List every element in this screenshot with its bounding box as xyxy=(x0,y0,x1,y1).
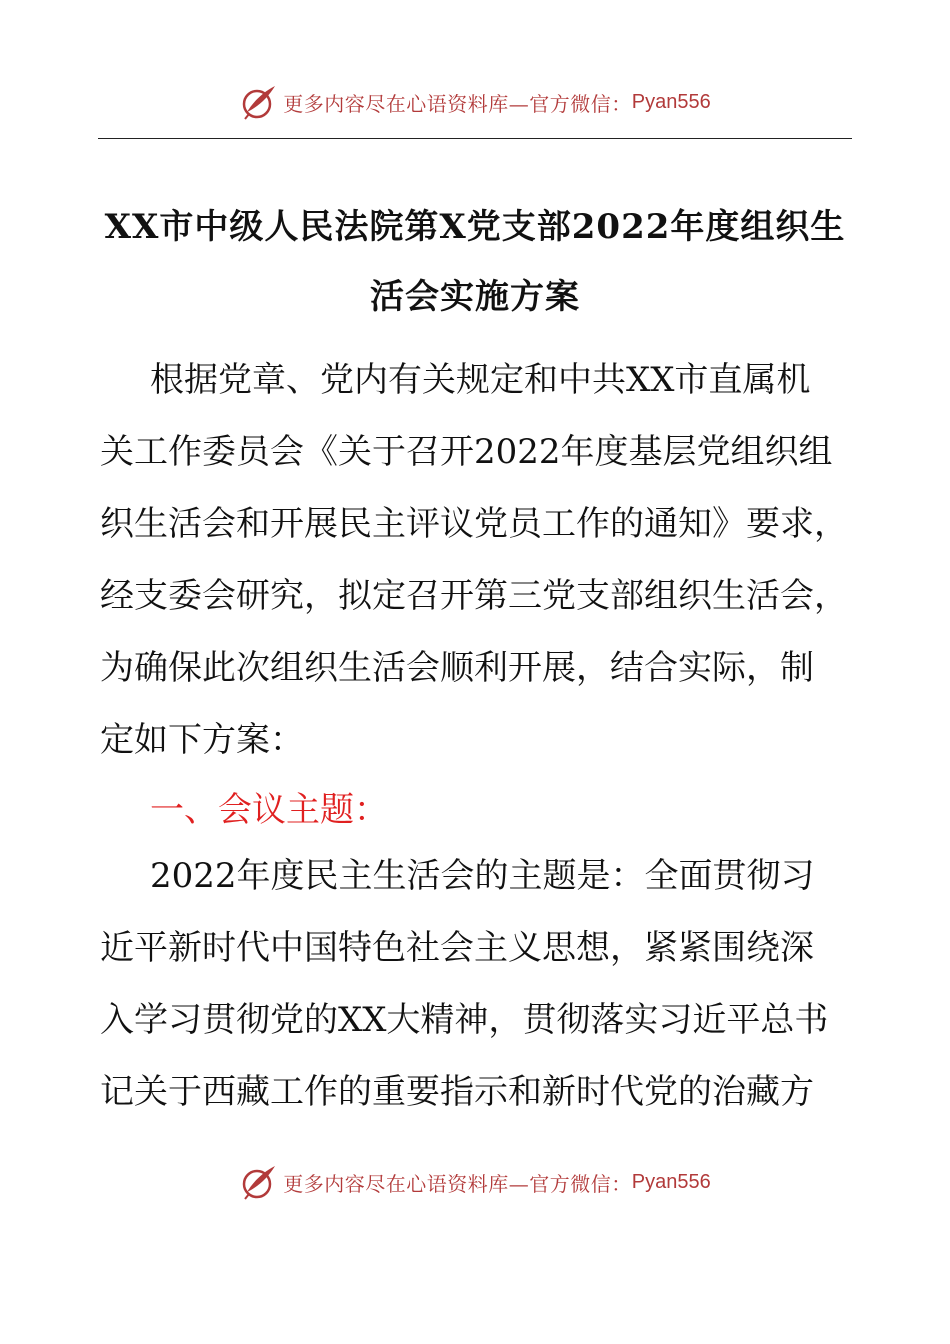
paragraph-line: 根据党章、党内有关规定和中共XX市直属机 xyxy=(150,360,811,400)
quill-logo-icon xyxy=(239,82,279,122)
title-line: XX市中级人民法院第X党支部2022年度组织生 xyxy=(104,207,846,247)
paragraph-line: 定如下方案： xyxy=(100,720,304,760)
paragraph-line: 近平新时代中国特色社会主义思想，紧紧围绕深 xyxy=(100,928,814,968)
header-rule xyxy=(98,138,852,139)
banner-wechat-id: Pyan556 xyxy=(631,90,711,113)
paragraph-line: 为确保此次组织生活会顺利开展，结合实际，制 xyxy=(100,648,814,688)
paragraph-line: 织生活会和开展民主评议党员工作的通知》要求， xyxy=(100,504,848,544)
banner-wechat-id: Pyan556 xyxy=(631,1170,711,1193)
paragraph-line: 经支委会研究，拟定召开第三党支部组织生活会， xyxy=(100,576,848,616)
paragraph-line: 2022年度民主生活会的主题是：全面贯彻习 xyxy=(150,856,815,896)
banner-text: 更多内容尽在心语资料库—官方微信： xyxy=(283,1171,632,1196)
footer-banner xyxy=(0,1160,950,1204)
title-line: 活会实施方案 xyxy=(370,277,580,317)
section-heading: 一、会议主题： xyxy=(150,790,388,830)
header-banner xyxy=(0,80,950,124)
paragraph-line: 记关于西藏工作的重要指示和新时代党的治藏方 xyxy=(100,1072,814,1112)
document-title xyxy=(98,192,852,332)
paragraph-line: 关工作委员会《关于召开2022年度基层党组织组 xyxy=(100,432,833,472)
banner-text: 更多内容尽在心语资料库—官方微信： xyxy=(283,91,632,116)
quill-logo-icon xyxy=(239,1162,279,1202)
paragraph-line: 入学习贯彻党的XX大精神，贯彻落实习近平总书 xyxy=(100,1000,829,1040)
